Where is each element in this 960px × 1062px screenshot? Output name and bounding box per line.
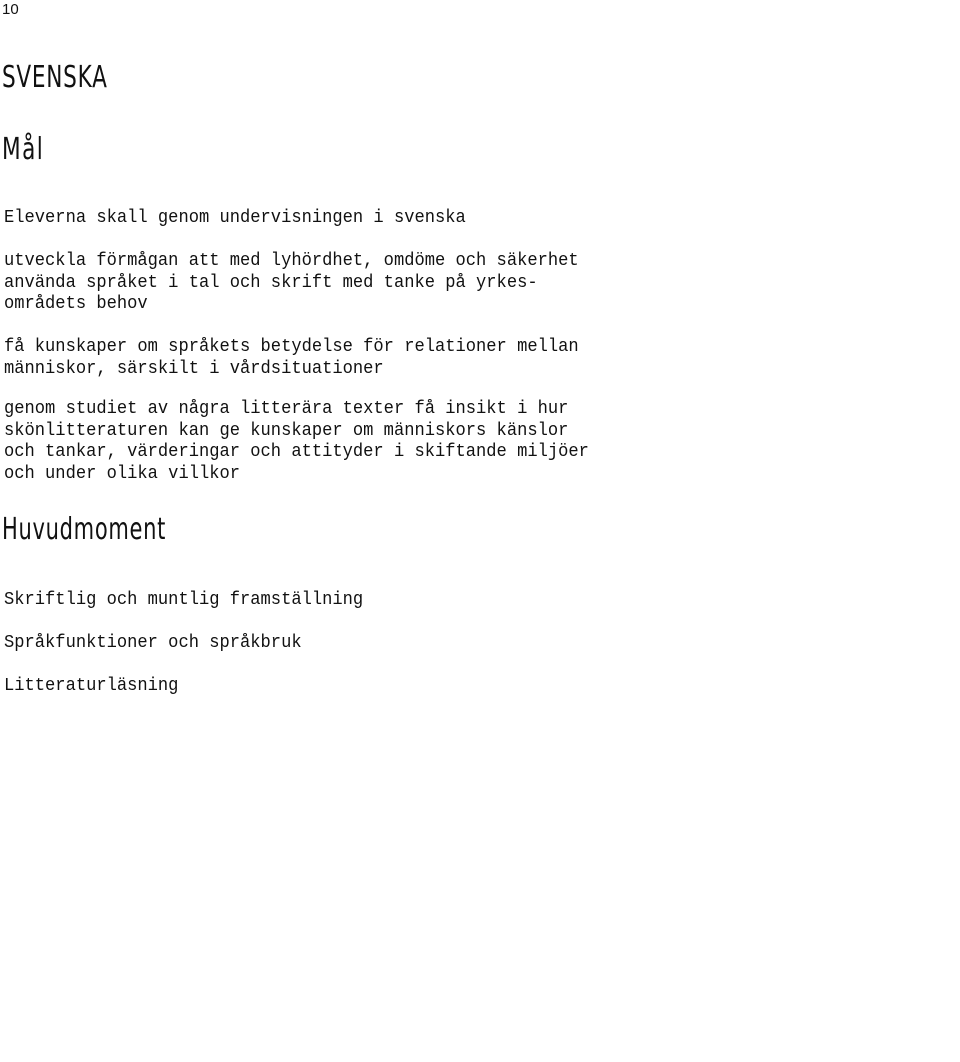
goals-intro: Eleverna skall genom undervisningen i svenska [4,208,466,228]
goal-line: och tankar, värderingar och attityder i skiftande miljöer [4,442,589,462]
goal-line: genom studiet av några litterära texter få insikt i hur [4,399,569,419]
main-content-item: Språkfunktioner och språkbruk [4,633,302,653]
main-content-item: Skriftlig och muntlig framställning [4,590,364,610]
main-content-item: Litteraturläsning [4,676,179,696]
goal-item [4,251,579,316]
goal-line: människor, särskilt i vårdsituationer [4,358,384,379]
goal-line: få kunskaper om språkets betydelse för relationer mellan [4,337,579,357]
goal-line: och under olika villkor [4,463,241,484]
main-content-heading: Huvudmoment [2,512,167,547]
goal-line: använda språket i tal och skrift med tanke på yrkes- [4,272,538,293]
goal-line: områdets behov [4,294,148,314]
goal-item [4,399,589,485]
page-number: 10 [2,1,19,18]
section-title: SVENSKA [2,60,108,95]
goal-line: skönlitteraturen kan ge kunskaper om människors känslor [4,420,569,441]
goal-line: utveckla förmågan att med lyhördhet, omdöme och säkerhet [4,251,579,271]
goals-heading: Mål [2,132,45,167]
goal-item [4,337,579,380]
